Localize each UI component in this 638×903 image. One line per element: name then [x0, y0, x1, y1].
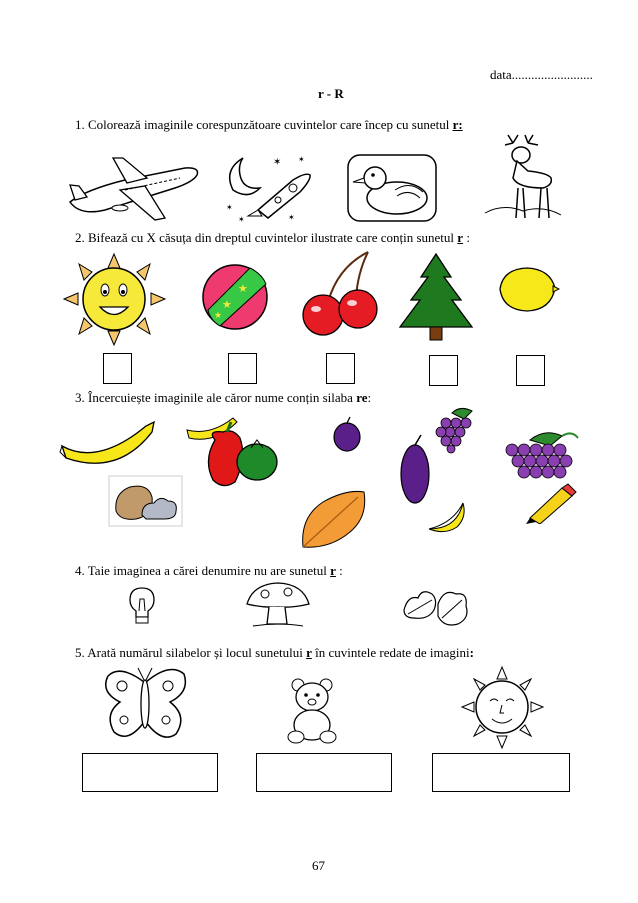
- task5-instruction: [75, 645, 474, 661]
- grapes-large-icon[interactable]: [500, 428, 580, 488]
- walnut-icon[interactable]: [108, 475, 183, 527]
- task1-text: Colorează imaginile corespunzătoare cuvintelor care încep cu sunetul: [88, 117, 450, 132]
- task2-sound: r: [457, 230, 464, 245]
- svg-text:✶: ✶: [288, 213, 295, 222]
- task4-number: 4.: [75, 563, 85, 578]
- svg-text:★: ★: [222, 299, 232, 311]
- butterfly-icon[interactable]: [100, 662, 190, 750]
- reindeer-icon[interactable]: [483, 133, 563, 228]
- task3-text: Încercuiește imaginile ale căror nume conțin silaba: [88, 390, 353, 405]
- task2-number: 2.: [75, 230, 85, 245]
- answer-box-sun[interactable]: [432, 753, 570, 792]
- apple-pepper-icon[interactable]: [185, 410, 280, 490]
- task2-suffix: :: [466, 230, 470, 245]
- task3-number: 3.: [75, 390, 85, 405]
- cherries-icon[interactable]: [298, 247, 383, 337]
- task3-syllable: re: [356, 390, 368, 405]
- lemon-icon[interactable]: [495, 264, 560, 314]
- checkbox-cherries[interactable]: [326, 353, 355, 384]
- svg-text:✶: ✶: [273, 157, 282, 168]
- duck-icon[interactable]: [345, 150, 440, 225]
- task5-sound: r: [306, 645, 312, 660]
- task3-suffix: :: [367, 390, 372, 405]
- svg-text:★: ★: [214, 310, 223, 320]
- checkbox-fir-tree[interactable]: [429, 355, 458, 386]
- sun-face-icon[interactable]: [460, 665, 545, 750]
- lightbulb-icon[interactable]: [126, 585, 158, 627]
- moon-rocket-icon[interactable]: [218, 150, 318, 225]
- svg-text:✶: ✶: [298, 155, 305, 164]
- svg-text:★: ★: [238, 283, 248, 295]
- task1-instruction: [75, 117, 463, 133]
- fir-tree-icon[interactable]: [396, 252, 476, 342]
- date-label: data.........................: [490, 67, 593, 82]
- checkbox-lemon[interactable]: [516, 355, 545, 386]
- plum-icon[interactable]: [330, 415, 365, 455]
- task5-text: Arată numărul silabelor și locul sunetului: [87, 645, 303, 660]
- answer-box-teddy-bear[interactable]: [256, 753, 392, 792]
- page-title: r - R: [318, 86, 344, 101]
- page-number: 67: [312, 858, 325, 873]
- sun-icon[interactable]: [62, 252, 167, 347]
- airplane-icon[interactable]: [65, 150, 205, 225]
- mushroom-icon[interactable]: [243, 580, 313, 630]
- grapes-icon[interactable]: [432, 405, 482, 455]
- teddy-bear-icon[interactable]: [282, 675, 342, 745]
- pencil-icon[interactable]: [522, 482, 577, 524]
- task2-text: Bifează cu X căsuța din dreptul cuvintelor ilustrate care conțin sunetul: [88, 230, 455, 245]
- task5-text2: în cuvintele redate de imagini: [315, 645, 470, 660]
- banana-icon[interactable]: [58, 418, 158, 473]
- task1-number: 1.: [75, 117, 85, 132]
- moon-icon[interactable]: [423, 493, 468, 535]
- leaf-icon[interactable]: [298, 487, 370, 552]
- task4-sound: r: [330, 563, 336, 578]
- checkbox-ball[interactable]: [228, 353, 257, 384]
- task4-suffix: :: [339, 563, 343, 578]
- task2-instruction: [75, 230, 470, 246]
- checkbox-sun[interactable]: [103, 353, 132, 384]
- oak-leaves-icon[interactable]: [398, 580, 473, 635]
- ball-icon[interactable]: [200, 262, 270, 332]
- task5-number: 5.: [75, 645, 85, 660]
- task4-instruction: [75, 563, 343, 579]
- task1-sound: r:: [452, 117, 463, 132]
- svg-text:✶: ✶: [238, 215, 245, 224]
- task3-instruction: [75, 390, 371, 406]
- task5-suffix: :: [469, 645, 474, 660]
- svg-text:✶: ✶: [226, 203, 233, 212]
- answer-box-butterfly[interactable]: [82, 753, 218, 792]
- task4-text: Taie imaginea a cărei denumire nu are sunetul: [87, 563, 327, 578]
